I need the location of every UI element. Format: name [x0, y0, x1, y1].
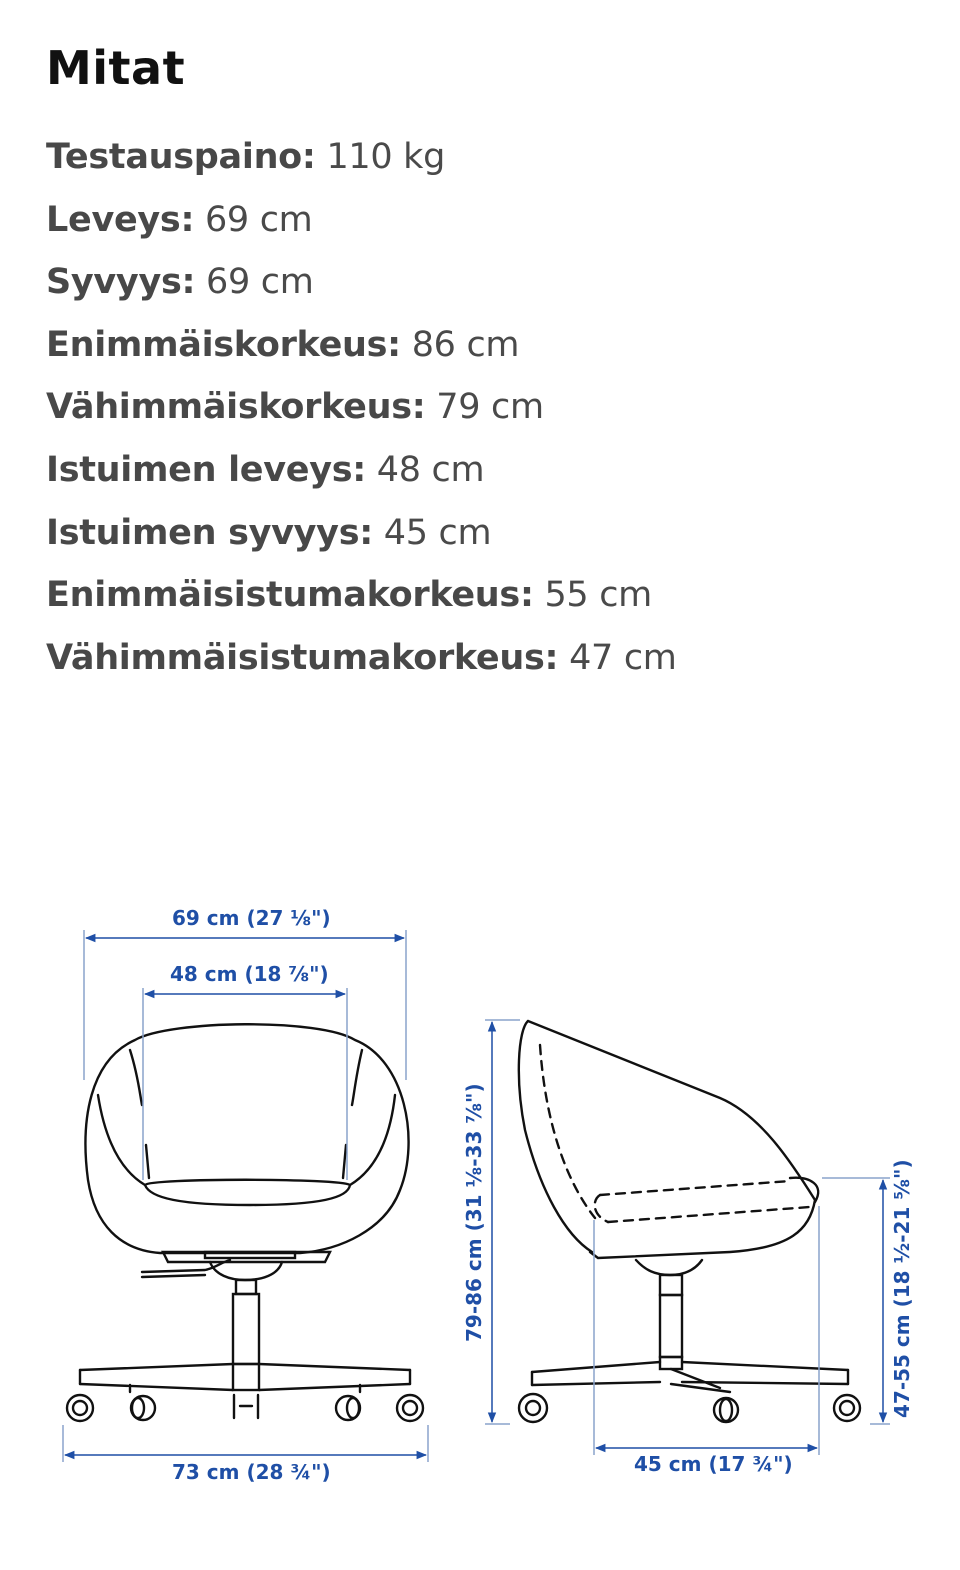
- front-seat-width-label: 48 cm (18 ⅞"): [170, 962, 329, 986]
- spec-max-seat-height: [46, 564, 677, 627]
- spec-min-height: [46, 376, 677, 439]
- spec-label: Enimmäiskorkeus:: [46, 324, 401, 365]
- spec-value: 79 cm: [436, 387, 544, 428]
- spec-value: 48 cm: [376, 449, 485, 490]
- spec-value: 45 cm: [383, 512, 492, 553]
- front-base-width-label: 73 cm (28 ¾"): [172, 1460, 331, 1484]
- spec-width: [46, 189, 677, 252]
- spec-label: Vähimmäiskorkeus:: [46, 387, 426, 428]
- spec-value: 69 cm: [206, 262, 314, 303]
- side-seat-height-label: 47-55 cm (18 ½-21 ⅝"): [890, 1159, 914, 1418]
- section-title: Mitat: [46, 40, 186, 95]
- dimension-spec-list: [46, 126, 677, 689]
- spec-value: 110 kg: [326, 137, 446, 177]
- spec-seat-depth: [46, 502, 677, 565]
- spec-depth: [46, 251, 677, 314]
- spec-label: Vähimmäisistumakorkeus:: [46, 637, 559, 678]
- side-seat-depth-label: 45 cm (17 ¾"): [634, 1452, 793, 1476]
- front-total-width-label: 69 cm (27 ⅛"): [172, 906, 331, 930]
- spec-label: Enimmäisistumakorkeus:: [46, 575, 534, 616]
- front-view-dimension-lines: [63, 930, 428, 1462]
- spec-value: 86 cm: [411, 324, 520, 365]
- spec-test-weight: [46, 126, 677, 189]
- spec-min-seat-height: [46, 627, 677, 690]
- spec-label: Istuimen leveys:: [46, 449, 366, 490]
- side-view-chair-icon: [519, 1021, 860, 1422]
- spec-value: 55 cm: [544, 575, 652, 616]
- front-view-chair-icon: [67, 1024, 423, 1421]
- spec-label: Syvyys:: [46, 262, 196, 303]
- spec-label: Leveys:: [46, 199, 195, 240]
- spec-seat-width: [46, 439, 677, 502]
- spec-value: 47 cm: [569, 637, 677, 678]
- side-height-label: 79-86 cm (31 ⅛-33 ⅞"): [462, 1083, 486, 1342]
- spec-max-height: [46, 314, 677, 377]
- spec-value: 69 cm: [204, 199, 313, 240]
- spec-label: Istuimen syvyys:: [46, 512, 373, 553]
- spec-label: Testauspaino:: [46, 137, 316, 177]
